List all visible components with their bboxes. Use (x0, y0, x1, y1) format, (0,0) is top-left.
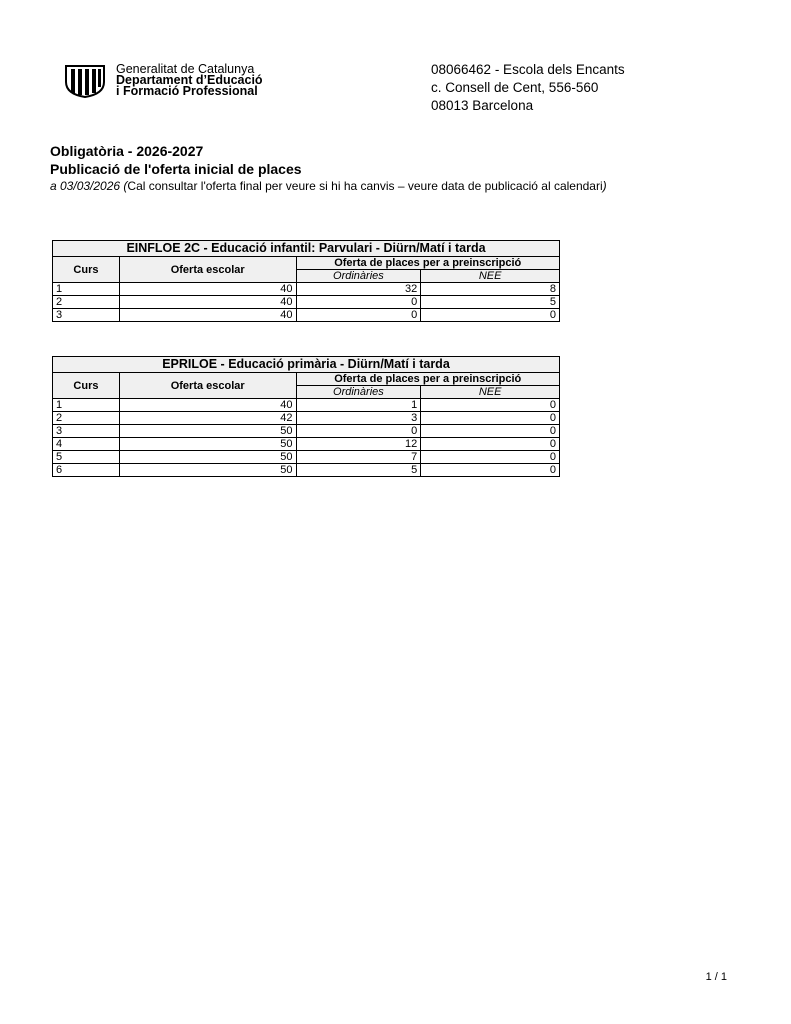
cell-oferta: 40 (119, 296, 296, 309)
cell-curs: 1 (53, 283, 120, 296)
cell-nee: 0 (421, 438, 560, 451)
column-header-curs: Curs (53, 373, 120, 399)
column-header-ordinaries: Ordinàries (296, 270, 421, 283)
document-heading (50, 142, 607, 194)
cell-oferta: 50 (119, 464, 296, 477)
column-header-oferta-escolar: Oferta escolar (119, 373, 296, 399)
cell-curs: 6 (53, 464, 120, 477)
school-city: 08013 Barcelona (431, 98, 534, 113)
cell-nee: 5 (421, 296, 560, 309)
document-title-line-1: Obligatòria - 2026-2027 (50, 143, 204, 159)
cell-nee: 0 (421, 399, 560, 412)
note-paren-close: ) (602, 179, 607, 193)
cell-curs: 2 (53, 296, 120, 309)
school-code-name: 08066462 - Escola dels Encants (431, 62, 625, 77)
column-header-oferta-escolar: Oferta escolar (119, 257, 296, 283)
table-title: EINFLOE 2C - Educació infantil: Parvulari - Diürn/Matí i tarda (53, 241, 560, 257)
logo-line-3: i Formació Professional (116, 84, 258, 98)
note-paren-open: ( (123, 179, 128, 193)
cell-ordinaries: 7 (296, 451, 421, 464)
publication-note-text: Cal consultar l'oferta final per veure si hi ha canvis – veure data de publicació al calendari (127, 179, 603, 193)
column-header-nee: NEE (421, 270, 560, 283)
table-row (53, 425, 560, 438)
table-row (53, 438, 560, 451)
page-number: 1 / 1 (705, 971, 727, 983)
table-row (53, 309, 560, 322)
cell-curs: 2 (53, 412, 120, 425)
column-header-nee: NEE (421, 386, 560, 399)
school-street: c. Consell de Cent, 556-560 (431, 80, 599, 95)
cell-oferta: 50 (119, 425, 296, 438)
publication-date: a 03/03/2026 (50, 179, 121, 193)
column-header-preinscripcio: Oferta de places per a preinscripció (296, 373, 560, 386)
cell-oferta: 50 (119, 451, 296, 464)
column-header-curs: Curs (53, 257, 120, 283)
column-header-preinscripcio: Oferta de places per a preinscripció (296, 257, 560, 270)
cell-ordinaries: 0 (296, 296, 421, 309)
cell-nee: 0 (421, 425, 560, 438)
logo-line-1: Generalitat de Catalunya (116, 62, 255, 76)
cell-ordinaries: 12 (296, 438, 421, 451)
cell-nee: 0 (421, 309, 560, 322)
cell-ordinaries: 1 (296, 399, 421, 412)
cell-nee: 0 (421, 451, 560, 464)
cell-ordinaries: 32 (296, 283, 421, 296)
cell-oferta: 42 (119, 412, 296, 425)
cell-ordinaries: 5 (296, 464, 421, 477)
generalitat-logo (64, 64, 324, 100)
column-header-ordinaries: Ordinàries (296, 386, 421, 399)
cell-oferta: 40 (119, 283, 296, 296)
offer-table-infantil (52, 240, 560, 322)
table-row (53, 464, 560, 477)
cell-curs: 3 (53, 425, 120, 438)
cell-oferta: 40 (119, 399, 296, 412)
cell-oferta: 40 (119, 309, 296, 322)
coat-of-arms-icon (64, 64, 106, 98)
cell-curs: 4 (53, 438, 120, 451)
publication-note (50, 178, 607, 194)
table-row (53, 399, 560, 412)
cell-curs: 5 (53, 451, 120, 464)
table-row (53, 412, 560, 425)
logo-line-2: Departament d’Educació (116, 73, 263, 87)
offer-table-primaria (52, 356, 560, 477)
table-title: EPRILOE - Educació primària - Diürn/Matí i tarda (53, 357, 560, 373)
cell-ordinaries: 0 (296, 309, 421, 322)
table-row (53, 296, 560, 309)
cell-curs: 3 (53, 309, 120, 322)
table-row (53, 451, 560, 464)
cell-nee: 8 (421, 283, 560, 296)
document-title-line-2: Publicació de l'oferta inicial de places (50, 161, 302, 177)
school-address (431, 61, 625, 115)
cell-nee: 0 (421, 464, 560, 477)
cell-ordinaries: 0 (296, 425, 421, 438)
cell-nee: 0 (421, 412, 560, 425)
cell-oferta: 50 (119, 438, 296, 451)
table-row (53, 283, 560, 296)
cell-curs: 1 (53, 399, 120, 412)
cell-ordinaries: 3 (296, 412, 421, 425)
